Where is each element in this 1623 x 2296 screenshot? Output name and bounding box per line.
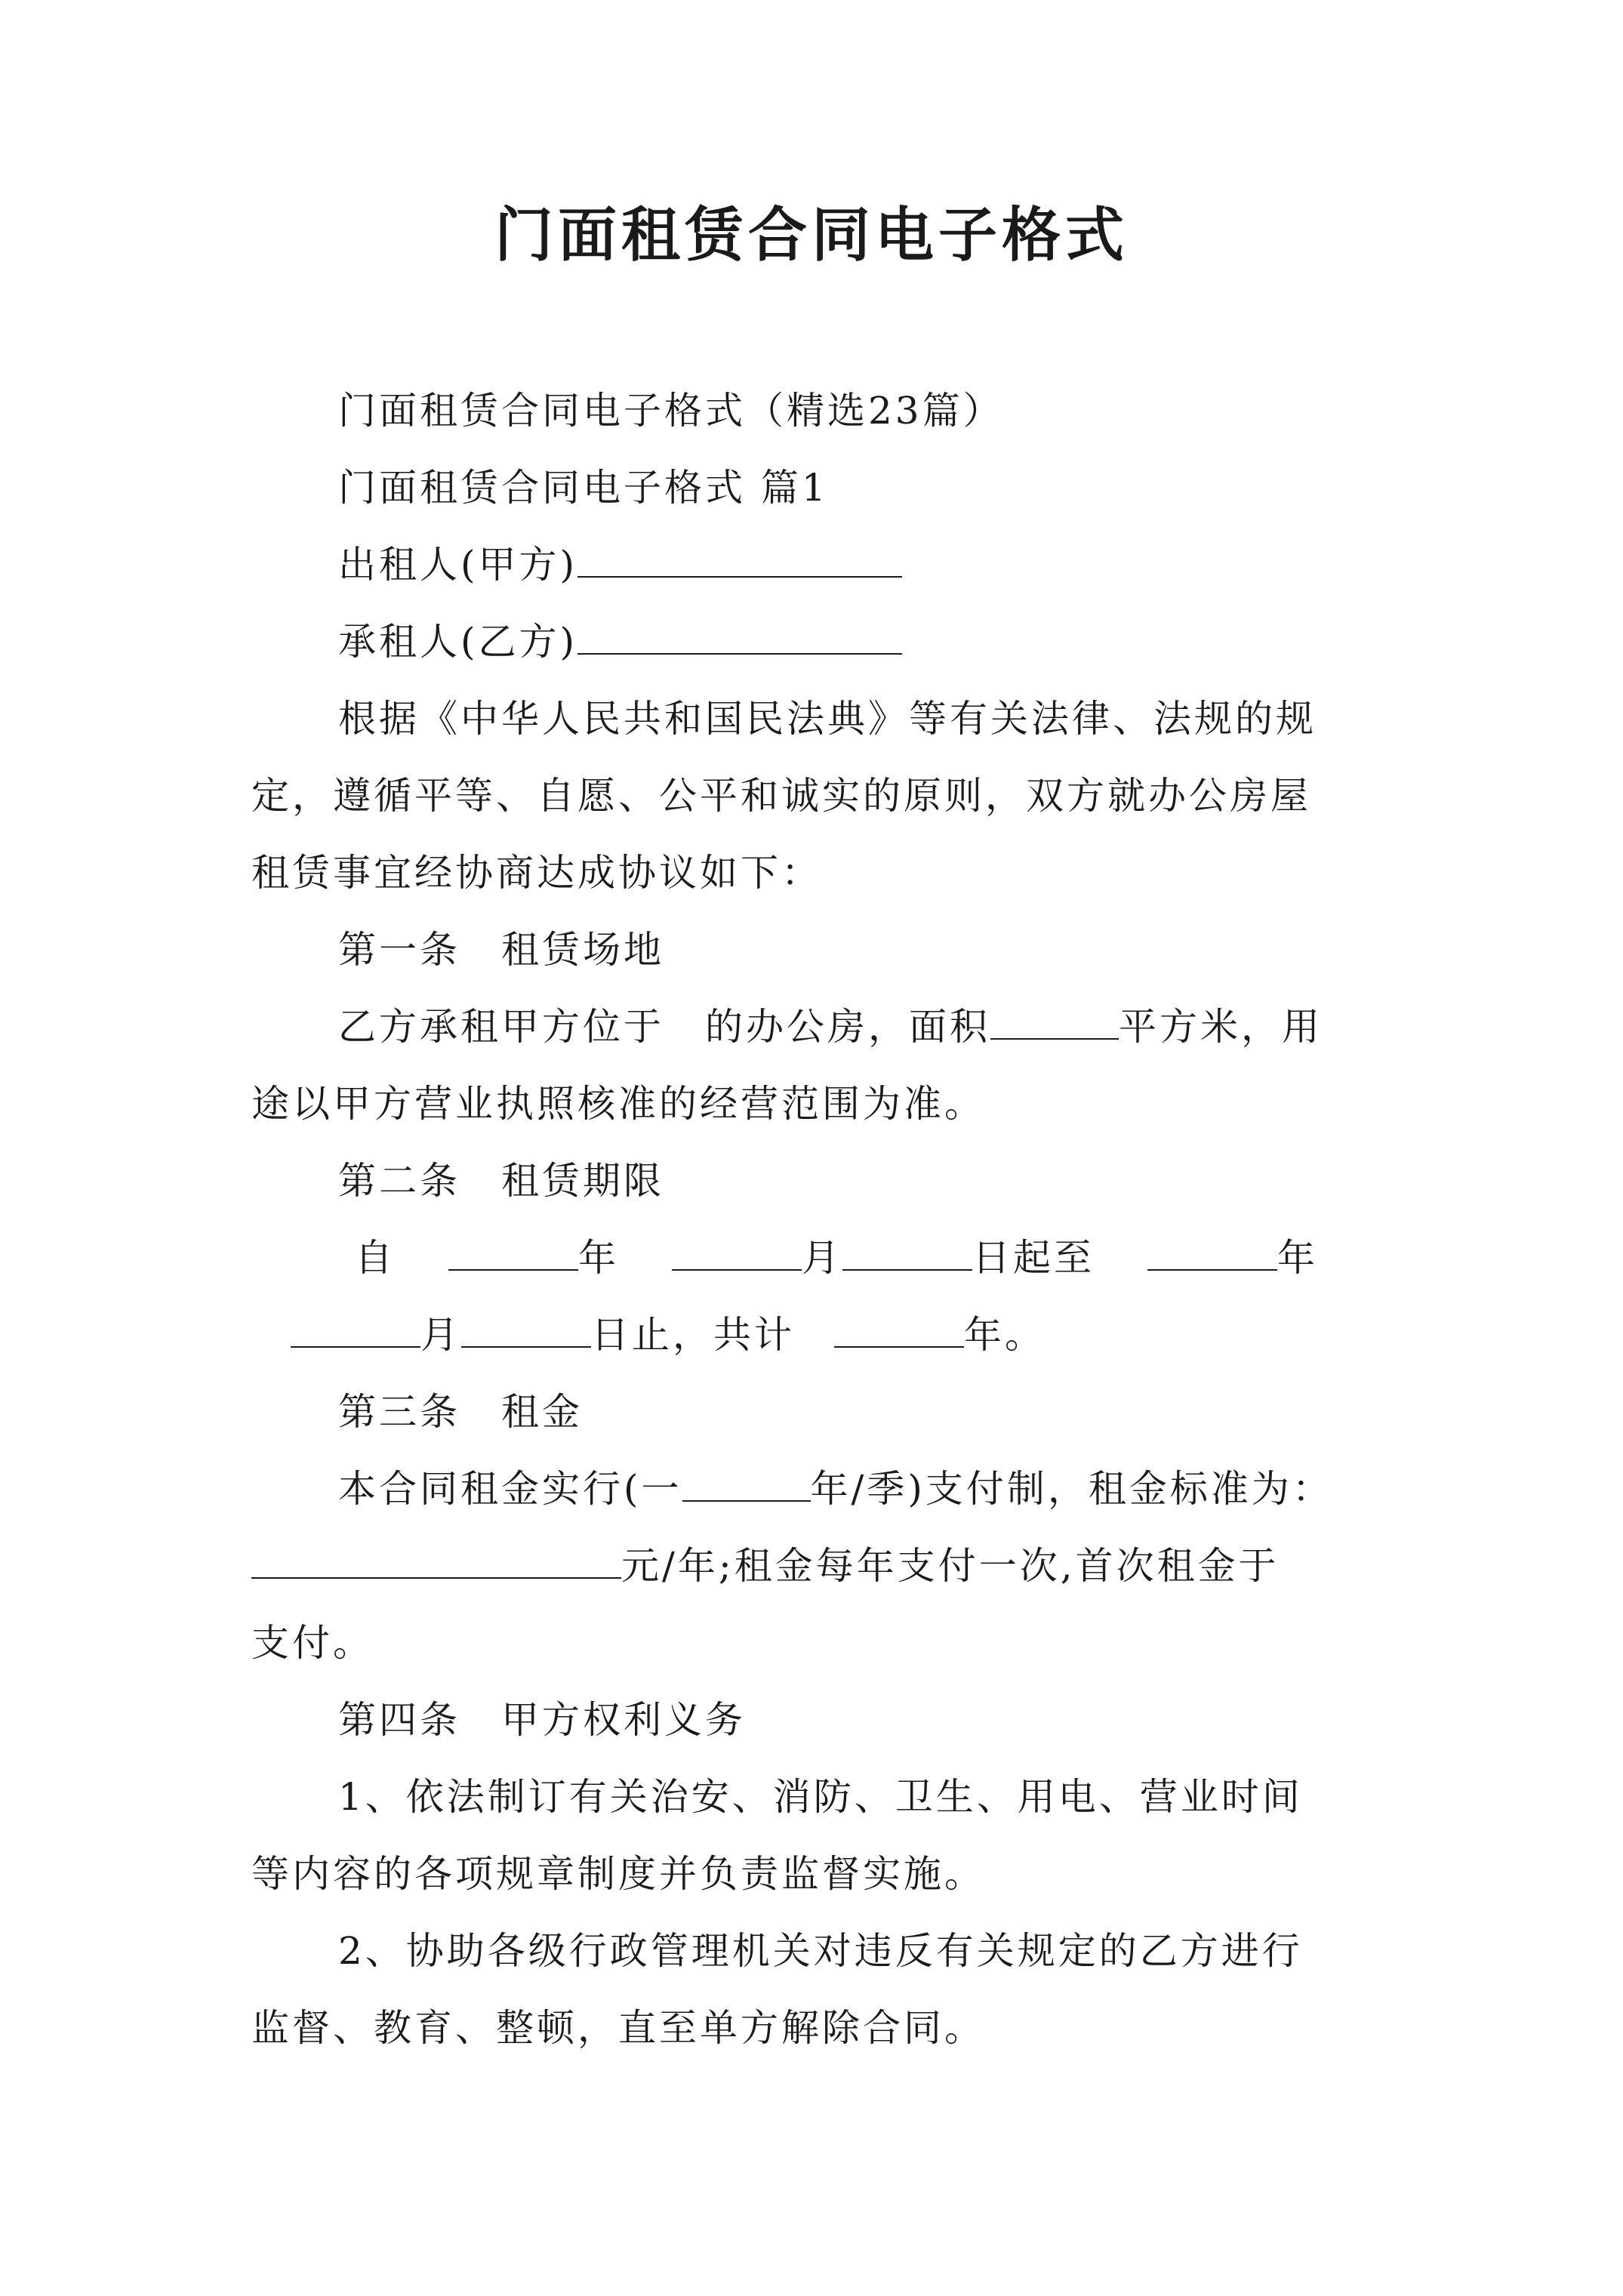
section-heading: 门面租赁合同电子格式 篇1	[338, 466, 829, 510]
payment-period-blank	[682, 1465, 811, 1502]
total-years-blank	[834, 1311, 964, 1348]
area-blank	[990, 1003, 1119, 1040]
text-month: 月	[802, 1236, 842, 1280]
article-1-line-1	[338, 1003, 1323, 1051]
article-3-line-2	[251, 1542, 1280, 1590]
text-zi: 自	[355, 1236, 396, 1280]
article-1-line-2: 途以甲方营业执照核准的经营范围为准。	[251, 1082, 985, 1126]
preamble-line-3: 租赁事宜经协商达成协议如下：	[251, 851, 822, 895]
rent-amount-blank	[251, 1542, 621, 1579]
text-month-2: 月	[420, 1313, 461, 1357]
lessee-line	[338, 618, 902, 666]
subtitle: 门面租赁合同电子格式（精选23篇）	[338, 389, 1004, 433]
lessee-blank	[577, 618, 902, 655]
text-year-2: 年	[1277, 1236, 1318, 1280]
end-year-blank	[1147, 1234, 1277, 1271]
start-year-blank	[448, 1234, 578, 1271]
article-1-text-a: 乙方承租甲方位于 的办公房，面积	[338, 1005, 990, 1049]
start-day-blank	[842, 1234, 972, 1271]
article-3-text-a: 本合同租金实行(一	[338, 1467, 682, 1511]
article-4-item-1-line-1: 1、依法制订有关治安、消防、卫生、用电、营业时间	[338, 1775, 1303, 1819]
article-3-title: 第三条 租金	[338, 1390, 583, 1434]
article-3-line-1	[338, 1465, 1333, 1513]
article-4-title: 第四条 甲方权利义务	[338, 1698, 746, 1742]
end-day-blank	[461, 1311, 591, 1348]
lessor-label: 出租人(甲方)	[338, 543, 578, 587]
text-until-total: 日止，共计	[591, 1313, 795, 1357]
lessee-label: 承租人(乙方)	[338, 620, 578, 664]
lessor-line	[338, 541, 902, 589]
article-1-title: 第一条 租赁场地	[338, 928, 664, 972]
article-3-line-3: 支付。	[251, 1621, 374, 1665]
preamble-line-2: 定，遵循平等、自愿、公平和诚实的原则，双方就办公房屋	[251, 774, 1311, 818]
document-title: 门面租赁合同电子格式	[494, 201, 1129, 270]
start-month-blank	[672, 1234, 802, 1271]
article-4-item-1-line-2: 等内容的各项规章制度并负责监督实施。	[251, 1852, 985, 1896]
article-2-line-1	[355, 1234, 1318, 1282]
preamble-line-1: 根据《中华人民共和国民法典》等有关法律、法规的规	[338, 697, 1317, 741]
text-year: 年	[578, 1236, 619, 1280]
article-4-item-2-line-2: 监督、教育、整顿，直至单方解除合同。	[251, 2006, 985, 2050]
article-4-item-2-line-1: 2、协助各级行政管理机关对违反有关规定的乙方进行	[338, 1929, 1303, 1973]
lessor-blank	[577, 541, 902, 578]
end-month-blank	[291, 1311, 420, 1348]
article-2-line-2	[291, 1311, 1046, 1359]
article-3-text-b: 年/季)支付制，租金标准为：	[810, 1467, 1333, 1511]
article-2-title: 第二条 租赁期限	[338, 1159, 664, 1203]
text-from-to: 日起至	[972, 1236, 1095, 1280]
article-3-text-c: 元/年;租金每年支付一次,首次租金于	[621, 1544, 1280, 1588]
text-years-end: 年。	[964, 1313, 1046, 1357]
article-1-text-b: 平方米，用	[1119, 1005, 1323, 1049]
